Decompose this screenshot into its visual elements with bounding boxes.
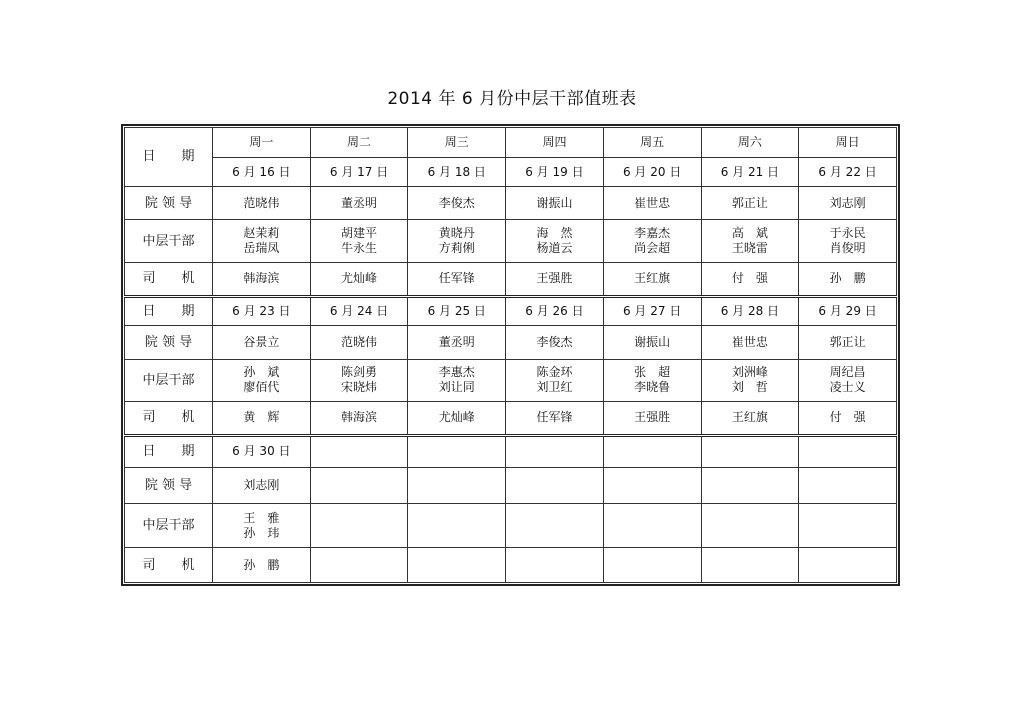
- weekday-header: 周二: [310, 128, 408, 158]
- midlevel-name-primary: 于永民: [829, 226, 866, 241]
- driver-label: 司 机: [125, 402, 213, 436]
- duty-schedule-table: [124, 127, 897, 583]
- date-label: 日 期: [125, 296, 213, 325]
- weekday-header: 周五: [603, 128, 701, 158]
- driver-cell: 王红旗: [701, 402, 799, 436]
- weekday-header: 周一: [213, 128, 311, 158]
- date-cell: [506, 435, 604, 468]
- midlevel-name-primary: 李惠杰: [438, 365, 475, 380]
- midlevel-cell: [310, 503, 408, 548]
- leader-cell: 郭正让: [701, 186, 799, 220]
- midlevel-name-primary: 海 然: [536, 226, 573, 241]
- driver-cell: [506, 548, 604, 583]
- leader-cell: 董丞明: [408, 326, 506, 360]
- midlevel-cell: [799, 503, 897, 548]
- date-cell: 6 月 23 日: [213, 296, 311, 325]
- midlevel-name-secondary: 刘让同: [438, 380, 475, 395]
- leader-cell: 刘志刚: [213, 468, 311, 504]
- midlevel-label: 中层干部: [125, 503, 213, 548]
- leader-cell: 范晓伟: [310, 326, 408, 360]
- midlevel-cell: [603, 359, 701, 402]
- driver-cell: [408, 548, 506, 583]
- leader-cell: 谷景立: [213, 326, 311, 360]
- date-cell: 6 月 24 日: [310, 296, 408, 325]
- midlevel-name-secondary: 牛永生: [341, 241, 378, 256]
- date-cell: 6 月 21 日: [701, 158, 799, 186]
- driver-cell: 王红旗: [603, 263, 701, 297]
- midlevel-name-secondary: 刘卫红: [536, 380, 573, 395]
- midlevel-name-primary: 刘洲峰: [731, 365, 768, 380]
- driver-cell: 孙 鹏: [799, 263, 897, 297]
- date-cell: 6 月 19 日: [506, 158, 604, 186]
- weekday-header: 周三: [408, 128, 506, 158]
- leader-cell: 李俊杰: [408, 186, 506, 220]
- midlevel-name-secondary: 岳瑞凤: [243, 241, 280, 256]
- date-cell: 6 月 17 日: [310, 158, 408, 186]
- midlevel-cell: [603, 503, 701, 548]
- midlevel-name-secondary: 宋晓炜: [341, 380, 378, 395]
- leader-cell: 范晓伟: [213, 186, 311, 220]
- midlevel-cell: [506, 503, 604, 548]
- midlevel-label: 中层干部: [125, 220, 213, 263]
- document-title: 2014 年 6 月份中层干部值班表: [387, 89, 637, 109]
- date-cell: [603, 435, 701, 468]
- midlevel-name-primary: 王 雅: [243, 510, 280, 525]
- midlevel-name-primary: 周纪昌: [829, 365, 866, 380]
- midlevel-name-primary: 张 超: [634, 365, 671, 380]
- date-cell: [408, 435, 506, 468]
- midlevel-label: 中层干部: [125, 359, 213, 402]
- driver-label: 司 机: [125, 548, 213, 583]
- date-cell: 6 月 25 日: [408, 296, 506, 325]
- driver-cell: 任军锋: [506, 402, 604, 436]
- driver-cell: 尤灿峰: [310, 263, 408, 297]
- driver-cell: [603, 548, 701, 583]
- midlevel-cell: [799, 359, 897, 402]
- midlevel-name-primary: 孙 斌: [243, 365, 280, 380]
- midlevel-name-primary: 胡建平: [341, 226, 378, 241]
- midlevel-name-secondary: 刘 哲: [731, 380, 768, 395]
- midlevel-name-primary: 陈剑勇: [341, 365, 378, 380]
- driver-cell: [701, 548, 799, 583]
- midlevel-cell: [408, 220, 506, 263]
- leader-label: 院 领 导: [125, 326, 213, 360]
- midlevel-cell: [506, 220, 604, 263]
- midlevel-cell: [213, 503, 311, 548]
- date-cell: 6 月 30 日: [213, 435, 311, 468]
- leader-cell: 谢振山: [603, 326, 701, 360]
- leader-cell: 崔世忠: [603, 186, 701, 220]
- midlevel-name-primary: 陈金环: [536, 365, 573, 380]
- leader-cell: [506, 468, 604, 504]
- weekday-header: 周四: [506, 128, 604, 158]
- driver-cell: [799, 548, 897, 583]
- date-cell: [799, 435, 897, 468]
- leader-cell: [799, 468, 897, 504]
- midlevel-name-secondary: 尚会超: [634, 241, 671, 256]
- midlevel-name-secondary: 方莉俐: [438, 241, 475, 256]
- leader-cell: [310, 468, 408, 504]
- midlevel-cell: [799, 220, 897, 263]
- midlevel-cell: [701, 503, 799, 548]
- midlevel-cell: [408, 503, 506, 548]
- driver-cell: 黄 辉: [213, 402, 311, 436]
- driver-cell: 任军锋: [408, 263, 506, 297]
- midlevel-cell: [408, 359, 506, 402]
- date-cell: [310, 435, 408, 468]
- driver-cell: 王强胜: [603, 402, 701, 436]
- date-label: 日 期: [125, 128, 213, 187]
- date-cell: 6 月 18 日: [408, 158, 506, 186]
- midlevel-cell: [213, 359, 311, 402]
- driver-cell: 尤灿峰: [408, 402, 506, 436]
- date-cell: 6 月 16 日: [213, 158, 311, 186]
- midlevel-name-secondary: 孙 玮: [243, 525, 280, 540]
- leader-cell: 郭正让: [799, 326, 897, 360]
- midlevel-name-secondary: 肖俊明: [829, 241, 866, 256]
- leader-cell: 谢振山: [506, 186, 604, 220]
- midlevel-name-primary: 赵茉莉: [243, 226, 280, 241]
- driver-cell: 付 强: [799, 402, 897, 436]
- driver-cell: 孙 鹏: [213, 548, 311, 583]
- driver-cell: 王强胜: [506, 263, 604, 297]
- leader-cell: 刘志刚: [799, 186, 897, 220]
- weekday-header: 周六: [701, 128, 799, 158]
- midlevel-name-primary: 高 斌: [731, 226, 768, 241]
- date-cell: 6 月 22 日: [799, 158, 897, 186]
- midlevel-cell: [701, 359, 799, 402]
- midlevel-name-secondary: 凌士义: [829, 380, 866, 395]
- leader-cell: [603, 468, 701, 504]
- driver-cell: 韩海滨: [310, 402, 408, 436]
- midlevel-cell: [603, 220, 701, 263]
- midlevel-name-primary: 黄晓丹: [438, 226, 475, 241]
- leader-cell: 董丞明: [310, 186, 408, 220]
- midlevel-cell: [310, 359, 408, 402]
- leader-cell: [408, 468, 506, 504]
- weekday-header: 周日: [799, 128, 897, 158]
- leader-cell: 李俊杰: [506, 326, 604, 360]
- driver-label: 司 机: [125, 263, 213, 297]
- date-cell: 6 月 26 日: [506, 296, 604, 325]
- duty-schedule-frame: [121, 124, 900, 586]
- midlevel-name-secondary: 王晓雷: [731, 241, 768, 256]
- midlevel-name-secondary: 杨道云: [536, 241, 573, 256]
- midlevel-cell: [701, 220, 799, 263]
- date-cell: 6 月 29 日: [799, 296, 897, 325]
- midlevel-name-primary: 李嘉杰: [634, 226, 671, 241]
- date-cell: [701, 435, 799, 468]
- leader-label: 院 领 导: [125, 468, 213, 504]
- date-label: 日 期: [125, 435, 213, 468]
- midlevel-cell: [310, 220, 408, 263]
- midlevel-cell: [506, 359, 604, 402]
- date-cell: 6 月 20 日: [603, 158, 701, 186]
- leader-cell: 崔世忠: [701, 326, 799, 360]
- driver-cell: [310, 548, 408, 583]
- leader-label: 院 领 导: [125, 186, 213, 220]
- driver-cell: 付 强: [701, 263, 799, 297]
- midlevel-name-secondary: 廖佰代: [243, 380, 280, 395]
- midlevel-name-secondary: 李晓鲁: [634, 380, 671, 395]
- driver-cell: 韩海滨: [213, 263, 311, 297]
- midlevel-cell: [213, 220, 311, 263]
- leader-cell: [701, 468, 799, 504]
- date-cell: 6 月 27 日: [603, 296, 701, 325]
- date-cell: 6 月 28 日: [701, 296, 799, 325]
